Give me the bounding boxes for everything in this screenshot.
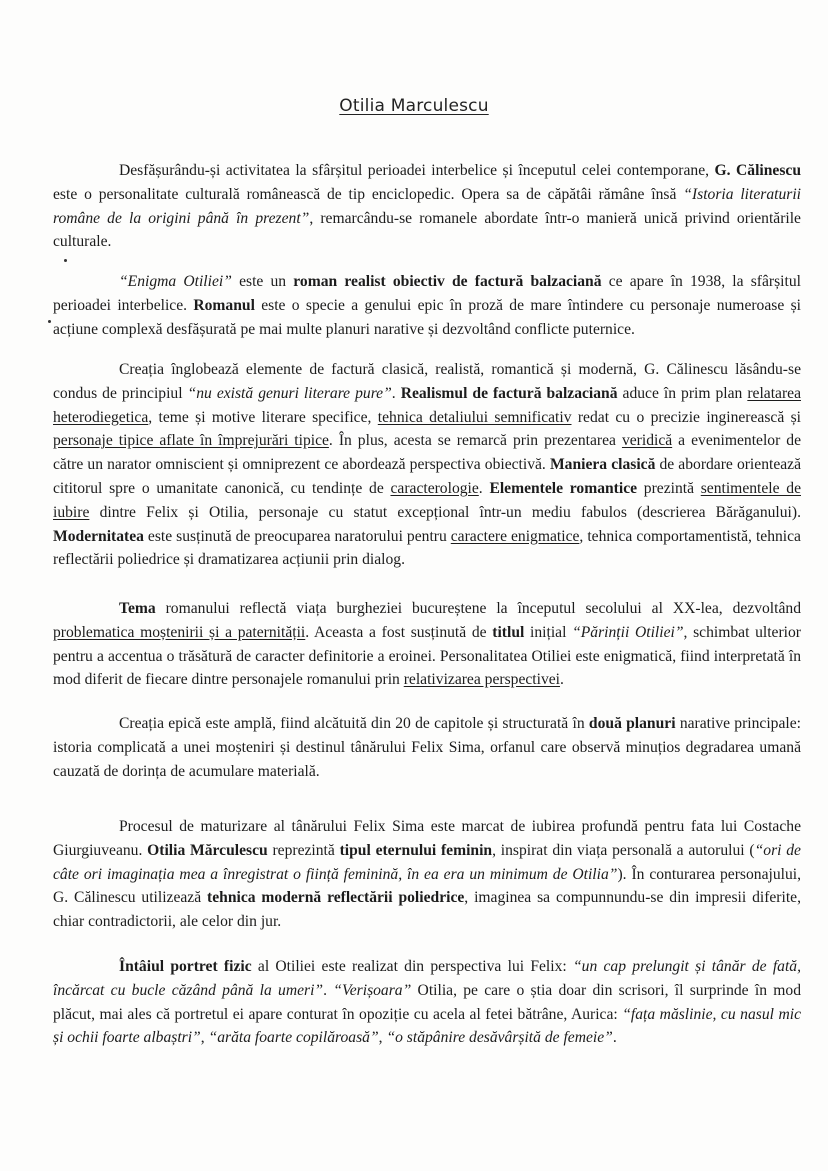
bold-text: Otilia Mărculescu — [147, 841, 268, 859]
text-run: Desfășurându-și activitatea la sfârșitul perioadei interbelice și începutul celei contemporane, — [119, 162, 715, 179]
underlined-text: relativizarea perspectivei — [403, 671, 561, 689]
paragraph-aesthetics — [53, 358, 801, 572]
text-run: redat cu o precizie inginerească și — [571, 408, 801, 426]
paragraph-intro — [53, 159, 801, 254]
bold-text: două planuri — [588, 715, 676, 732]
bold-text: Realismul de factură balzaciană — [400, 384, 618, 402]
bold-text: titlul — [492, 623, 525, 641]
text-run: . — [478, 479, 490, 497]
italic-quote: “arăta foarte copilăroasă” — [208, 1029, 379, 1047]
text-run: , inspirat din viața personală a autorului ( — [492, 841, 755, 859]
paragraph-theme — [53, 597, 801, 692]
text-run: . — [391, 384, 401, 402]
italic-quote: “o stăpânire desăvârșită de femeie” — [386, 1029, 613, 1047]
text-run: Otilia, pe care o știa doar din scrisori, îl surprinde în mod plăcut, mai ales că portretul ei apare conturat în opoziție cu acela al fetei bătrâne, Aurica: — [53, 981, 802, 1023]
bold-text: roman realist obiectiv de factură balzaciană — [293, 273, 602, 290]
underlined-text: problematica moștenirii și a paternității — [53, 623, 306, 641]
page-title: Otilia Marculescu — [339, 96, 489, 116]
text-run: ce apare în 1938, la sfârșitul perioadei interbelice. — [53, 273, 801, 314]
text-run: . — [612, 1029, 617, 1047]
text-run: narative principale: istoria complicată a unei moșteniri și destinul tânărului Felix Sima, orfanul care observă minuțios degradarea umană cauzată de dorința de acumulare materială. — [53, 715, 801, 780]
scan-speck — [48, 320, 51, 323]
bold-text: Modernitatea — [53, 527, 144, 545]
text-run: , — [200, 1029, 209, 1047]
text-run: Creația epică este amplă, fiind alcătuită din 20 de capitole și structurată în — [119, 715, 589, 732]
underlined-text: tehnica detaliului semnificativ — [377, 408, 572, 426]
text-run: aduce în prim plan — [617, 384, 748, 402]
italic-quote: “Istoria literaturii române de la origini până în prezent” — [53, 185, 802, 227]
text-run: este o personalitate culturală românească de tip enciclopedic. Opera sa de căpătâi rămâne însă — [53, 185, 684, 203]
text-run: este susținută de preocuparea naratorului pentru — [143, 527, 451, 545]
text-run: este o specie a genului epic în proză de mare întindere cu personaje numeroase și acțiune complexă desfășurată pe mai multe planuri narative și dezvoltând conflicte puternice. — [53, 296, 801, 338]
text-run: de abordare orientează cititorul spre o umanitate canonică, cu tendințe de — [53, 456, 802, 497]
paragraph-structure — [53, 712, 801, 783]
underlined-text: relatarea heterodiegetica — [53, 384, 801, 426]
underlined-text: caracterologie — [390, 479, 479, 497]
text-run: . În plus, acesta se remarcă prin prezentarea — [328, 432, 622, 450]
bold-text: G. Călinescu — [714, 162, 802, 179]
text-run: Creația înglobează elemente de factură clasică, realistă, romantică și modernă, G. Călinescu lăsându-se condus de principiul — [53, 361, 801, 402]
italic-quote: “fața măslinie, cu nasul mic și ochii foarte albaștri” — [53, 1005, 801, 1047]
text-run: reprezintă — [267, 841, 340, 859]
italic-quote: “Verișoara” — [333, 981, 412, 999]
paragraph-character — [53, 815, 801, 934]
bold-text: tehnica modernă reflectării poliedrice — [207, 889, 465, 907]
underlined-text: caractere enigmatice — [450, 527, 580, 545]
italic-quote: “ori de câte ori imaginația mea a înregistrat o ființă feminină, în ea era un minimum de Otilia” — [53, 841, 801, 883]
text-run: , — [378, 1029, 387, 1047]
underlined-text: veridică — [621, 432, 673, 450]
bold-text: Întâiul portret fizic — [119, 958, 252, 975]
italic-quote: “Enigma Otiliei” — [119, 273, 232, 290]
italic-quote: “Părinții Otiliei” — [572, 623, 684, 641]
bold-text: Tema — [119, 600, 156, 617]
underlined-text: personaje tipice aflate în împrejurări tipice — [53, 432, 329, 450]
text-run: dintre Felix și Otilia, personaje cu statut excepțional într-un mediu fabulos (descrierea Bărăganului). — [89, 503, 801, 521]
text-run: este un — [231, 273, 294, 290]
bold-text: Elementele romantice — [489, 479, 638, 497]
bold-text: tipul eternului feminin — [339, 841, 493, 859]
bold-text: Romanul — [193, 296, 255, 314]
text-run: . — [560, 671, 564, 689]
text-run: . — [323, 981, 334, 999]
paragraph-portrait — [53, 955, 801, 1050]
text-run: a evenimentelor de către un narator omniscient și omniprezent ce abordează perspectiva obiectivă. — [53, 432, 802, 474]
scan-speck — [64, 259, 67, 262]
underlined-text: sentimentele de iubire — [53, 479, 801, 521]
italic-quote: “nu există genuri literare pure” — [187, 384, 392, 402]
text-run: Procesul de maturizare al tânărului Felix Sima este marcat de iubirea profundă pentru fata lui Costache Giurgiuveanu. — [53, 818, 801, 859]
text-run: . Aceasta a fost susținută de — [305, 623, 493, 641]
text-run: prezintă — [637, 479, 701, 497]
paragraph-novel-type — [53, 270, 801, 341]
text-run: ). În conturarea personajului, G. Călinescu utilizează — [53, 865, 801, 907]
bold-text: Maniera clasică — [549, 456, 656, 474]
text-run: , tehnica comportamentistă, tehnica reflectării poliedrice și dramatizarea acțiunii prin dialog. — [53, 527, 801, 569]
text-run: , remarcându-se romanele abordate într-o manieră unică privind orientările culturale. — [53, 209, 801, 251]
text-run: , imaginea sa compunnundu-se din impresii diferite, chiar contradictorii, ale celor din jur. — [53, 889, 801, 931]
text-run: inițial — [524, 623, 573, 641]
text-run: , schimbat ulterior pentru a accentua o trăsătură de caracter definitorie a eroinei. Personalitatea Otiliei este enigmatică, fiind interpretată în mod diferit de fiecare dintre personajele romanului prin — [53, 623, 801, 689]
text-run: , teme și motive literare specifice, — [148, 408, 378, 426]
text-run: al Otiliei este realizat din perspectiva lui Felix: — [251, 958, 573, 975]
italic-quote: “un cap prelungit și tânăr de fată, încărcat cu bucle căzând până la umeri” — [53, 958, 801, 999]
text-run: romanului reflectă viața burgheziei bucureștene la începutul secolului al XX-lea, dezvoltând — [155, 600, 801, 617]
